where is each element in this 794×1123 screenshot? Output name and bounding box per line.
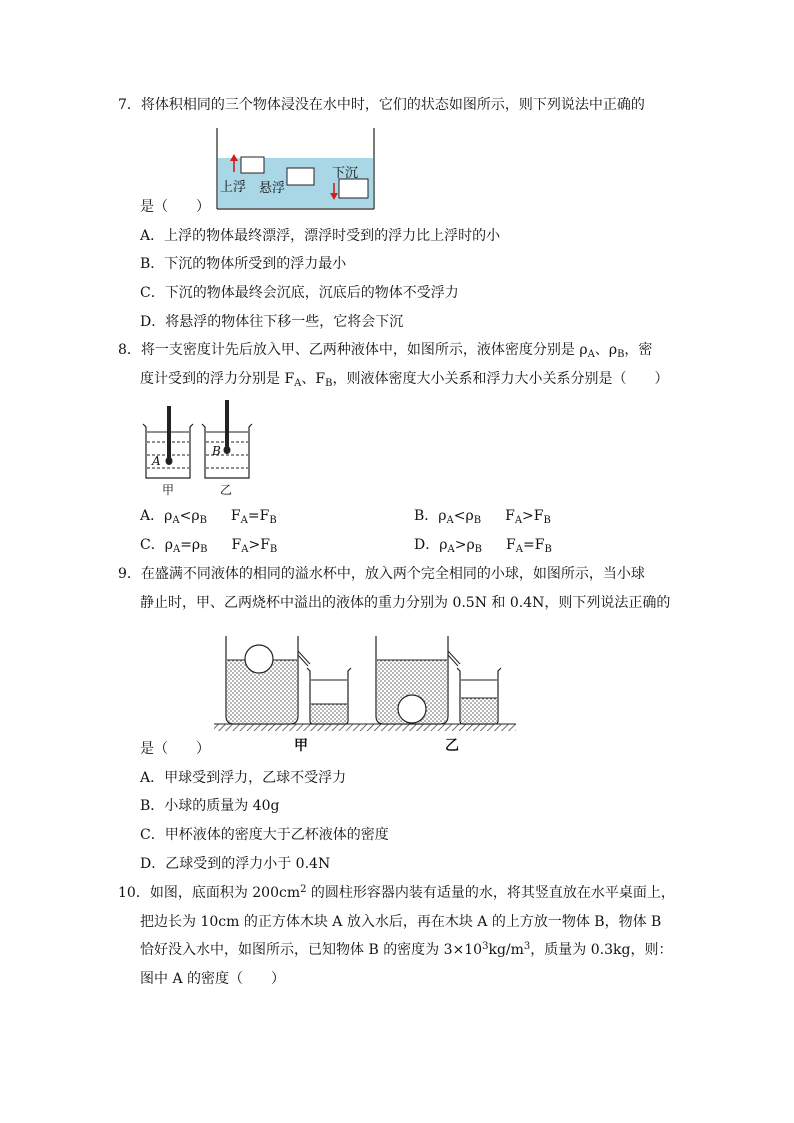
q7-stem: 7．将体积相同的三个物体浸没在水中时，它们的状态如图所示，则下列说法中正确的 <box>118 97 645 113</box>
q7-stem-end: 是（ ） <box>140 199 210 215</box>
q8-option-a[interactable]: A．$\rho_A<\rho_B$ $F_A=F_B$ <box>140 508 277 526</box>
q8-figure <box>138 398 260 498</box>
hydrometer-yi <box>225 400 229 448</box>
q10-stem-line1: 10．如图，底面积为 $200cm^2$ 的圆柱形容器内装有适量的水，将其竖直放在水平桌面上， <box>118 884 675 901</box>
label-yi: 乙 <box>445 738 459 754</box>
q8-option-b[interactable]: B．$\rho_A<\rho_B$ $F_A>F_B$ <box>414 508 551 526</box>
q7-option-d[interactable]: D．将悬浮的物体往下移一些，它将会下沉 <box>140 314 404 330</box>
label-a: A <box>152 454 161 468</box>
q8-option-d[interactable]: D．$\rho_A>\rho_B$ $F_A=F_B$ <box>414 537 552 555</box>
q9-stem-line1: 9．在盛满不同液体的相同的溢水杯中，放入两个完全相同的小球，如图所示，当小球 <box>118 566 645 582</box>
q7-option-a[interactable]: A．上浮的物体最终漂浮，漂浮时受到的浮力比上浮时的小 <box>140 228 501 244</box>
ball-jia <box>245 645 273 673</box>
sinking-block <box>339 179 368 198</box>
q9-option-c[interactable]: C．甲杯液体的密度大于乙杯液体的密度 <box>140 827 389 843</box>
q10-stem-line4: 图中 A 的密度（ ） <box>140 971 286 987</box>
q9-stem-end: 是（ ） <box>140 741 210 757</box>
label-yi: 乙 <box>220 483 233 497</box>
q10-stem-line3: 恰好没入水中，如图所示，已知物体 B 的密度为 $3\times 10^3kg/m^3$，质量为 0.3kg，则： <box>140 941 673 958</box>
q7-option-c[interactable]: C．下沉的物体最终会沉底，沉底后的物体不受浮力 <box>140 285 459 301</box>
q9-option-d[interactable]: D．乙球受到的浮力小于 0.4N <box>140 856 331 872</box>
up-arrow-icon <box>230 154 238 161</box>
q8-stem-line2: 度计受到的浮力分别是 $F_A$、$F_B$，则液体密度大小关系和浮力大小关系分别是（ ） <box>140 371 669 389</box>
q9-option-a[interactable]: A．甲球受到浮力，乙球不受浮力 <box>140 770 347 786</box>
hydrometer-jia <box>167 406 171 460</box>
q10-stem-line2: 把边长为 10cm 的正方体木块 A 放入水后，再在木块 A 的上方放一物体 B，物体 B <box>140 914 662 930</box>
label-jia: 甲 <box>162 483 175 497</box>
q9-option-b[interactable]: B．小球的质量为 40g <box>140 798 280 814</box>
label-jia: 甲 <box>294 738 308 754</box>
label-suspend: 悬浮 <box>259 181 286 196</box>
q8-option-c[interactable]: C．$\rho_A=\rho_B$ $F_A>F_B$ <box>140 537 278 555</box>
label-up: 上浮 <box>220 180 247 195</box>
q9-stem-line2: 静止时，甲、乙两烧杯中溢出的液体的重力分别为 0.5N 和 0.4N，则下列说法正确的 <box>140 595 671 611</box>
label-b: B <box>212 444 221 458</box>
floating-up-block <box>241 157 264 173</box>
q7-option-b[interactable]: B．下沉的物体所受到的浮力最小 <box>140 256 347 272</box>
ball-yi <box>398 695 426 723</box>
q9-figure <box>212 624 520 756</box>
q7-figure <box>214 128 378 212</box>
suspended-block <box>287 168 314 185</box>
table-surface <box>214 724 516 731</box>
q8-stem-line1: 8．将一支密度计先后放入甲、乙两种液体中，如图所示，液体密度分别是 $\rho_A$、$\rho_B$，密 <box>118 342 653 360</box>
label-down: 下沉 <box>332 166 359 181</box>
